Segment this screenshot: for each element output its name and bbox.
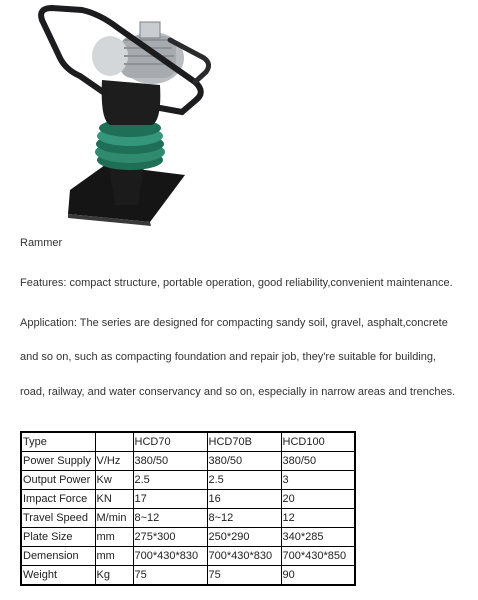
table-row [21,566,355,586]
row-label-cell: Output Power [21,471,95,490]
row-label-cell: Weight [21,566,95,586]
application-line: Application: The series are designed for compacting sandy soil, gravel, asphalt,concrete [20,317,448,329]
unit-cell: Kw [95,471,133,490]
value-cell: HCD100 [281,432,355,452]
row-label-cell: Travel Speed [21,509,95,528]
unit-cell: V/Hz [95,452,133,471]
application-line: and so on, such as compacting foundation and repair job, they're suitable for building, [20,351,437,363]
row-label-cell: Demension [21,547,95,566]
value-cell: 8~12 [133,509,207,528]
table-row [21,547,355,566]
row-label-cell: Power Supply [21,452,95,471]
value-cell: 250*290 [207,528,281,547]
row-label-cell: Plate Size [21,528,95,547]
value-cell: 75 [133,566,207,586]
value-cell: 90 [281,566,355,586]
table-row [21,471,355,490]
value-cell: 16 [207,490,281,509]
value-cell: 75 [207,566,281,586]
table-row [21,509,355,528]
unit-cell: KN [95,490,133,509]
table-row [21,528,355,547]
value-cell: 700*430*830 [133,547,207,566]
value-cell: 3 [281,471,355,490]
table-row [21,432,355,452]
unit-cell: Kg [95,566,133,586]
value-cell: 20 [281,490,355,509]
spec-table [20,431,356,586]
value-cell: 700*430*830 [207,547,281,566]
value-cell: HCD70 [133,432,207,452]
table-row [21,452,355,471]
value-cell: 8~12 [207,509,281,528]
unit-cell: M/min [95,509,133,528]
rammer-product-image [20,0,220,226]
row-label-cell: Type [21,432,95,452]
features-text: Features: compact structure, portable operation, good reliability,convenient maintenance. [20,277,453,289]
value-cell: 275*300 [133,528,207,547]
row-label-cell: Impact Force [21,490,95,509]
unit-cell: mm [95,547,133,566]
unit-cell: mm [95,528,133,547]
unit-cell [95,432,133,452]
value-cell: HCD70B [207,432,281,452]
engine-body [102,80,161,125]
value-cell: 2.5 [207,471,281,490]
table-row [21,490,355,509]
value-cell: 380/50 [207,452,281,471]
value-cell: 2.5 [133,471,207,490]
application-line: road, railway, and water conservancy and so on, especially in narrow areas and trenches. [20,386,456,398]
product-title: Rammer [20,237,63,249]
value-cell: 340*285 [281,528,355,547]
value-cell: 12 [281,509,355,528]
value-cell: 17 [133,490,207,509]
value-cell: 700*430*850 [281,547,355,566]
value-cell: 380/50 [281,452,355,471]
value-cell: 380/50 [133,452,207,471]
